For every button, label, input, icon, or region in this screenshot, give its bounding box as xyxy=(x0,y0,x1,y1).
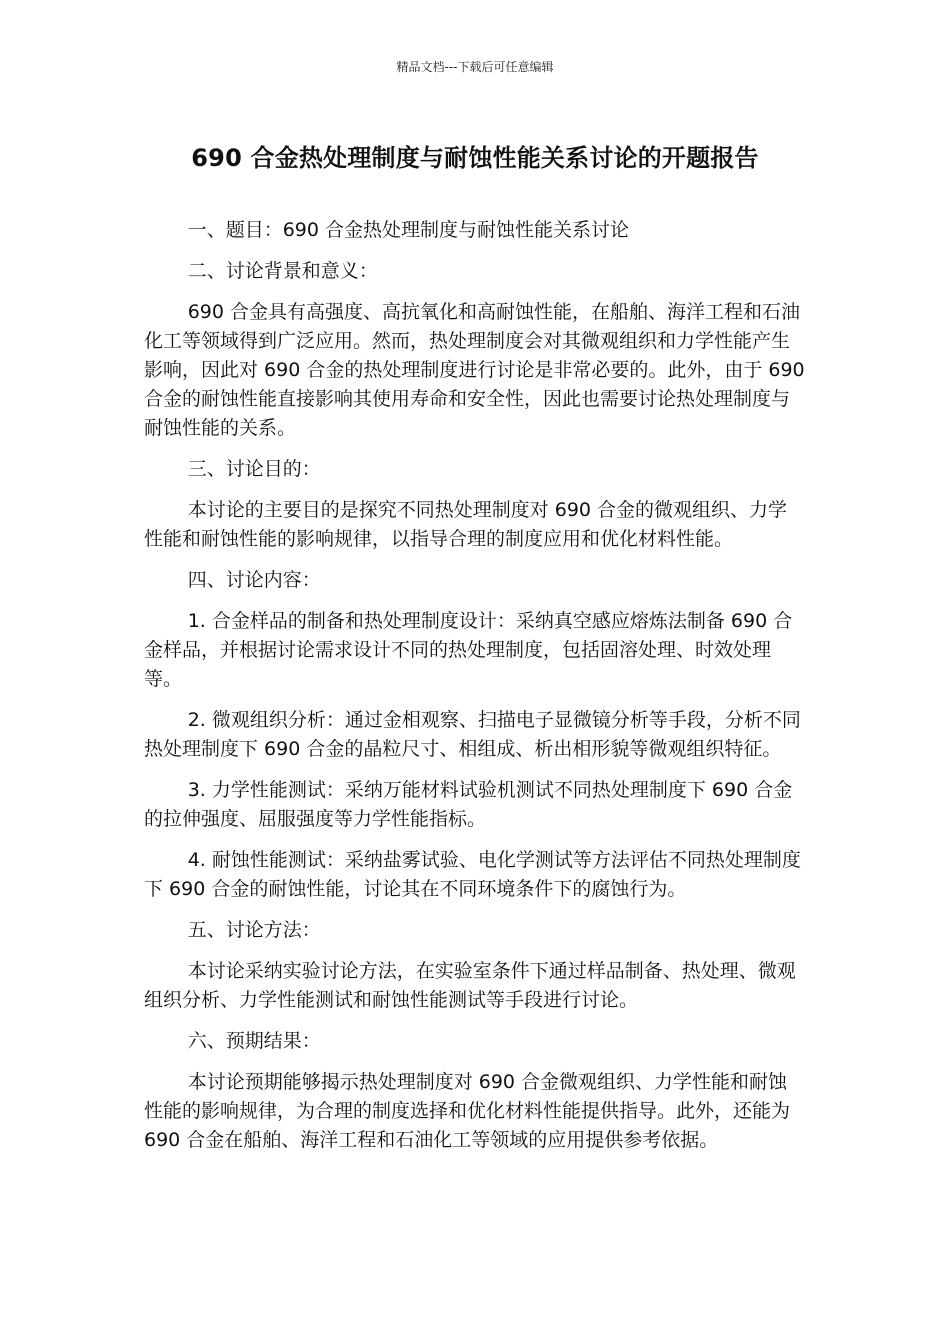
content-item-3: 3. 力学性能测试：采纳万能材料试验机测试不同热处理制度下 690 合金的拉伸强度、屈服强度等力学性能指标。 xyxy=(144,779,793,830)
content-item-4: 4. 耐蚀性能测试：采纳盐雾试验、电化学测试等方法评估不同热处理制度下 690 合金的耐蚀性能，讨论其在不同环境条件下的腐蚀行为。 xyxy=(144,849,801,900)
paragraph-expected-results: 本讨论预期能够揭示热处理制度对 690 合金微观组织、力学性能和耐蚀性能的影响规律，为合理的制度选择和优化材料性能提供指导。此外，还能为 690 合金在船舶、海洋工程和石油化工等领域的应用提供参考依据。 xyxy=(144,1071,791,1151)
paragraph-method: 本讨论采纳实验讨论方法，在实验室条件下通过样品制备、热处理、微观组织分析、力学性能测试和耐蚀性能测试等手段进行讨论。 xyxy=(144,960,796,1011)
section-heading-content: 四、讨论内容： xyxy=(187,569,321,591)
section-heading-topic: 一、题目：690 合金热处理制度与耐蚀性能关系讨论 xyxy=(187,219,629,241)
document-title: 690 合金热处理制度与耐蚀性能关系讨论的开题报告 xyxy=(191,144,759,172)
paragraph-background: 690 合金具有高强度、高抗氧化和高耐蚀性能，在船舶、海洋工程和石油化工等领域得到广泛应用。然而，热处理制度会对其微观组织和力学性能产生影响，因此对 690 合金的热处理制度进行讨论是非常必要的。此外，由于 690 合金的耐蚀性能直接影响其使用寿命和安全性，因此也需要讨论热处理制度与耐蚀性能的关系。 xyxy=(144,301,805,439)
paragraph-purpose: 本讨论的主要目的是探究不同热处理制度对 690 合金的微观组织、力学性能和耐蚀性能的影响规律，以指导合理的制度应用和优化材料性能。 xyxy=(144,499,788,550)
header-note: 精品文档---下载后可任意编辑 xyxy=(396,60,554,74)
document-body xyxy=(144,216,806,1167)
section-heading-background: 二、讨论背景和意义： xyxy=(187,260,378,282)
content-item-2: 2. 微观组织分析：通过金相观察、扫描电子显微镜分析等手段，分析不同热处理制度下 690 合金的晶粒尺寸、相组成、析出相形貌等微观组织特征。 xyxy=(144,709,801,760)
section-heading-purpose: 三、讨论目的： xyxy=(187,458,321,480)
content-item-1: 1. 合金样品的制备和热处理制度设计：采纳真空感应熔炼法制备 690 合金样品，并根据讨论需求设计不同的热处理制度，包括固溶处理、时效处理等。 xyxy=(144,610,793,690)
section-heading-expected-results: 六、预期结果： xyxy=(187,1030,321,1052)
section-heading-method: 五、讨论方法： xyxy=(187,919,321,941)
